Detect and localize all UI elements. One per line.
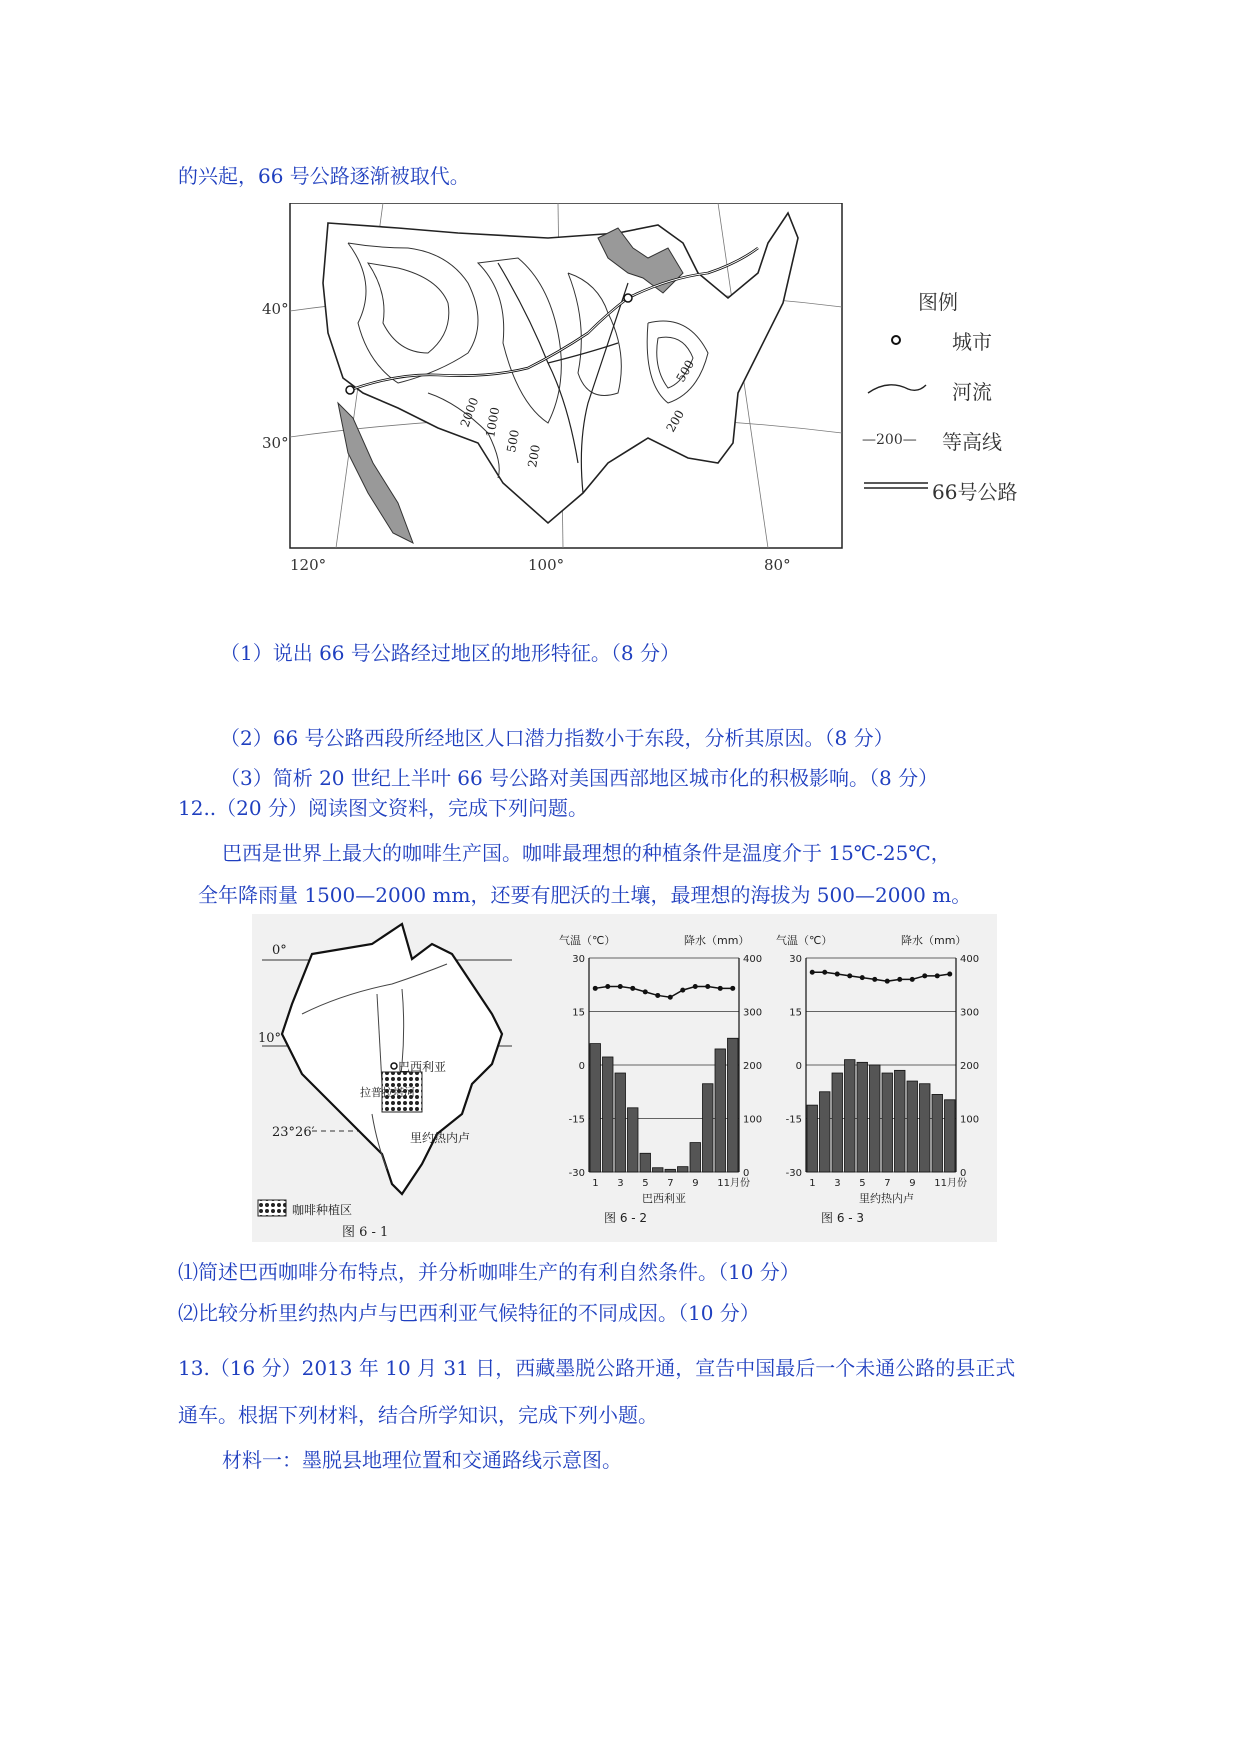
precipitation-bar: [857, 1062, 868, 1172]
brazil-figure: [252, 914, 997, 1242]
lat-label-30: 30°: [262, 434, 289, 452]
chart-tick-left: 30: [572, 954, 585, 965]
temperature-point: [730, 986, 735, 991]
lat-label: 23°26′: [272, 1125, 315, 1140]
q12-sub2: ⑵比较分析里约热内卢与巴西利亚气候特征的不同成因。（10 分）: [178, 1301, 760, 1325]
contour-label: 500: [673, 357, 698, 385]
q13-line1: 13.（16 分）2013 年 10 月 31 日，西藏墨脱公路开通，宣告中国最后一个未通公路的县正式: [178, 1356, 1016, 1380]
chart-tick-right: 400: [960, 954, 980, 965]
chart-ylabel-right: 降水（mm）: [684, 934, 750, 947]
chart-tick-x: 3: [834, 1178, 841, 1189]
legend-city-label: 城市: [952, 330, 992, 354]
lat-label: 10°: [258, 1031, 282, 1046]
lon-label-120: 120°: [290, 556, 327, 574]
q13-material1: 材料一：墨脱县地理位置和交通路线示意图。: [222, 1448, 622, 1472]
precipitation-bar: [615, 1073, 626, 1172]
precipitation-bar: [640, 1153, 651, 1172]
precipitation-bar: [690, 1143, 701, 1172]
us-route66-map: [288, 203, 844, 551]
q12-heading: 12..（20 分）阅读图文资料，完成下列问题。: [178, 796, 588, 820]
chart-tick-x: 9: [692, 1178, 699, 1189]
lon-label-100: 100°: [528, 556, 565, 574]
legend-route-icon: [862, 480, 930, 492]
q12-para1: 巴西是世界上最大的咖啡生产国。咖啡最理想的种植条件是温度介于 15℃-25℃，: [222, 841, 951, 865]
chart-tick-right: 0: [960, 1168, 967, 1179]
precipitation-bar: [832, 1073, 843, 1172]
lat-label-40: 40°: [262, 300, 289, 318]
chart-tick-left: 0: [795, 1061, 802, 1072]
legend-contour-sample: —200—: [862, 432, 917, 448]
precipitation-bar: [907, 1081, 918, 1172]
chart-tick-x: 5: [859, 1178, 866, 1189]
chart-tick-right: 400: [743, 954, 763, 965]
legend-river-icon: [864, 377, 928, 399]
precipitation-bar: [895, 1070, 906, 1172]
temperature-point: [872, 977, 877, 982]
city-marker: [624, 294, 632, 302]
chart-tick-right: 300: [960, 1007, 980, 1019]
lat-label: 0°: [272, 943, 287, 958]
chart-tick-right: 300: [743, 1007, 763, 1019]
precipitation-bar: [882, 1073, 893, 1172]
precipitation-bar: [807, 1105, 818, 1172]
chart-tick-right: 0: [743, 1168, 750, 1179]
temperature-point: [835, 972, 840, 977]
temperature-point: [947, 972, 952, 977]
chart-tick-left: 0: [578, 1061, 585, 1072]
lon-label-80: 80°: [764, 556, 791, 574]
precipitation-bar: [665, 1169, 676, 1172]
chart-tick-x: 1: [809, 1178, 816, 1189]
q11-part3: （3）简析 20 世纪上半叶 66 号公路对美国西部地区城市化的积极影响。（8 分）: [220, 766, 939, 790]
q11-part2: （2）66 号公路西段所经地区人口潜力指数小于东段，分析其原因。（8 分）: [220, 726, 894, 750]
precipitation-bar: [870, 1065, 881, 1172]
brazil-river-label: 拉普拉塔河: [360, 1086, 415, 1099]
legend-route-label: 66号公路: [932, 480, 1018, 504]
precipitation-bar: [728, 1038, 739, 1172]
precipitation-bar: [628, 1108, 639, 1172]
fig-caption: 图 6 - 1: [342, 1225, 389, 1240]
contour-label: 2000: [457, 395, 482, 430]
temperature-point: [718, 986, 723, 991]
q12-sub1: ⑴简述巴西咖啡分布特点，并分析咖啡生产的有利自然条件。（10 分）: [178, 1260, 800, 1284]
chart-tick-left: 30: [789, 954, 802, 965]
precipitation-bar: [845, 1060, 856, 1172]
chart-tick-left: 15: [572, 1007, 585, 1019]
temperature-point: [643, 989, 648, 994]
chart-tick-x: 11月份: [934, 1178, 967, 1189]
temperature-point: [847, 973, 852, 978]
chart-tick-x: 1: [592, 1178, 599, 1189]
temperature-point: [618, 984, 623, 989]
chart-ylabel-right: 降水（mm）: [901, 934, 967, 947]
contour-label: 500: [504, 428, 522, 454]
legend-title: 图例: [918, 290, 958, 314]
chart-caption: 图 6 - 2: [604, 1211, 648, 1225]
precipitation-bar: [678, 1167, 689, 1172]
precipitation-bar: [920, 1084, 931, 1172]
temperature-point: [593, 986, 598, 991]
precipitation-bar: [945, 1100, 956, 1172]
chart-tick-left: -15: [568, 1114, 585, 1126]
legend-river-label: 河流: [952, 380, 992, 404]
chart-title: 巴西利亚: [642, 1192, 686, 1205]
city-marker: [346, 386, 354, 394]
chart-tick-right: 100: [743, 1114, 763, 1126]
chart-tick-x: 7: [884, 1178, 891, 1189]
legend-coffee-label: 咖啡种植区: [292, 1203, 353, 1217]
temperature-point: [810, 970, 815, 975]
contour-label: 1000: [483, 406, 503, 439]
temperature-point: [680, 988, 685, 993]
temperature-point: [668, 995, 673, 1000]
temperature-point: [693, 984, 698, 989]
legend-contour-label: 等高线: [942, 430, 1002, 454]
chart-tick-right: 200: [743, 1061, 763, 1072]
chart-tick-x: 3: [617, 1178, 624, 1189]
precipitation-bar: [820, 1092, 831, 1172]
legend-coffee-swatch: [258, 1200, 286, 1216]
brazil-city2: 里约热内卢: [410, 1131, 471, 1145]
precipitation-bar: [715, 1049, 726, 1172]
q11-part1: （1）说出 66 号公路经过地区的地形特征。（8 分）: [220, 641, 680, 665]
temperature-point: [605, 984, 610, 989]
intro-line: 的兴起，66 号公路逐渐被取代。: [178, 164, 470, 188]
q13-line2: 通车。根据下列材料，结合所学知识，完成下列小题。: [178, 1403, 658, 1427]
chart-ylabel-left: 气温（℃）: [776, 934, 833, 947]
temperature-point: [860, 975, 865, 980]
chart-tick-left: 15: [789, 1007, 802, 1019]
precipitation-bar: [603, 1057, 614, 1172]
precipitation-bar: [653, 1168, 664, 1172]
temperature-point: [630, 986, 635, 991]
chart-tick-x: 9: [909, 1178, 916, 1189]
chart-title: 里约热内卢: [859, 1192, 914, 1205]
contour-label: 200: [525, 443, 543, 469]
brazil-city1: 巴西利亚: [398, 1060, 447, 1074]
chart-tick-right: 100: [960, 1114, 980, 1126]
city-marker: [391, 1063, 397, 1069]
chart-tick-left: -15: [785, 1114, 802, 1126]
q12-para2: 全年降雨量 1500—2000 mm，还要有肥沃的土壤，最理想的海拔为 500—2000 m。: [198, 883, 972, 907]
temperature-point: [705, 984, 710, 989]
chart-tick-right: 200: [960, 1061, 980, 1072]
temperature-point: [935, 973, 940, 978]
chart-tick-left: -30: [568, 1168, 585, 1179]
temperature-point: [922, 973, 927, 978]
contour-label: 200: [663, 407, 688, 435]
chart-tick-x: 5: [642, 1178, 649, 1189]
precipitation-bar: [932, 1094, 943, 1172]
legend-city-icon: [884, 330, 908, 350]
chart-tick-left: -30: [785, 1168, 802, 1179]
chart-ylabel-left: 气温（℃）: [559, 934, 616, 947]
temperature-point: [885, 979, 890, 984]
chart-caption: 图 6 - 3: [821, 1211, 865, 1225]
temperature-point: [897, 977, 902, 982]
temperature-point: [655, 993, 660, 998]
precipitation-bar: [590, 1044, 601, 1172]
chart-tick-x: 11月份: [717, 1178, 750, 1189]
chart-tick-x: 7: [667, 1178, 674, 1189]
temperature-point: [910, 977, 915, 982]
precipitation-bar: [703, 1084, 714, 1172]
temperature-point: [822, 970, 827, 975]
